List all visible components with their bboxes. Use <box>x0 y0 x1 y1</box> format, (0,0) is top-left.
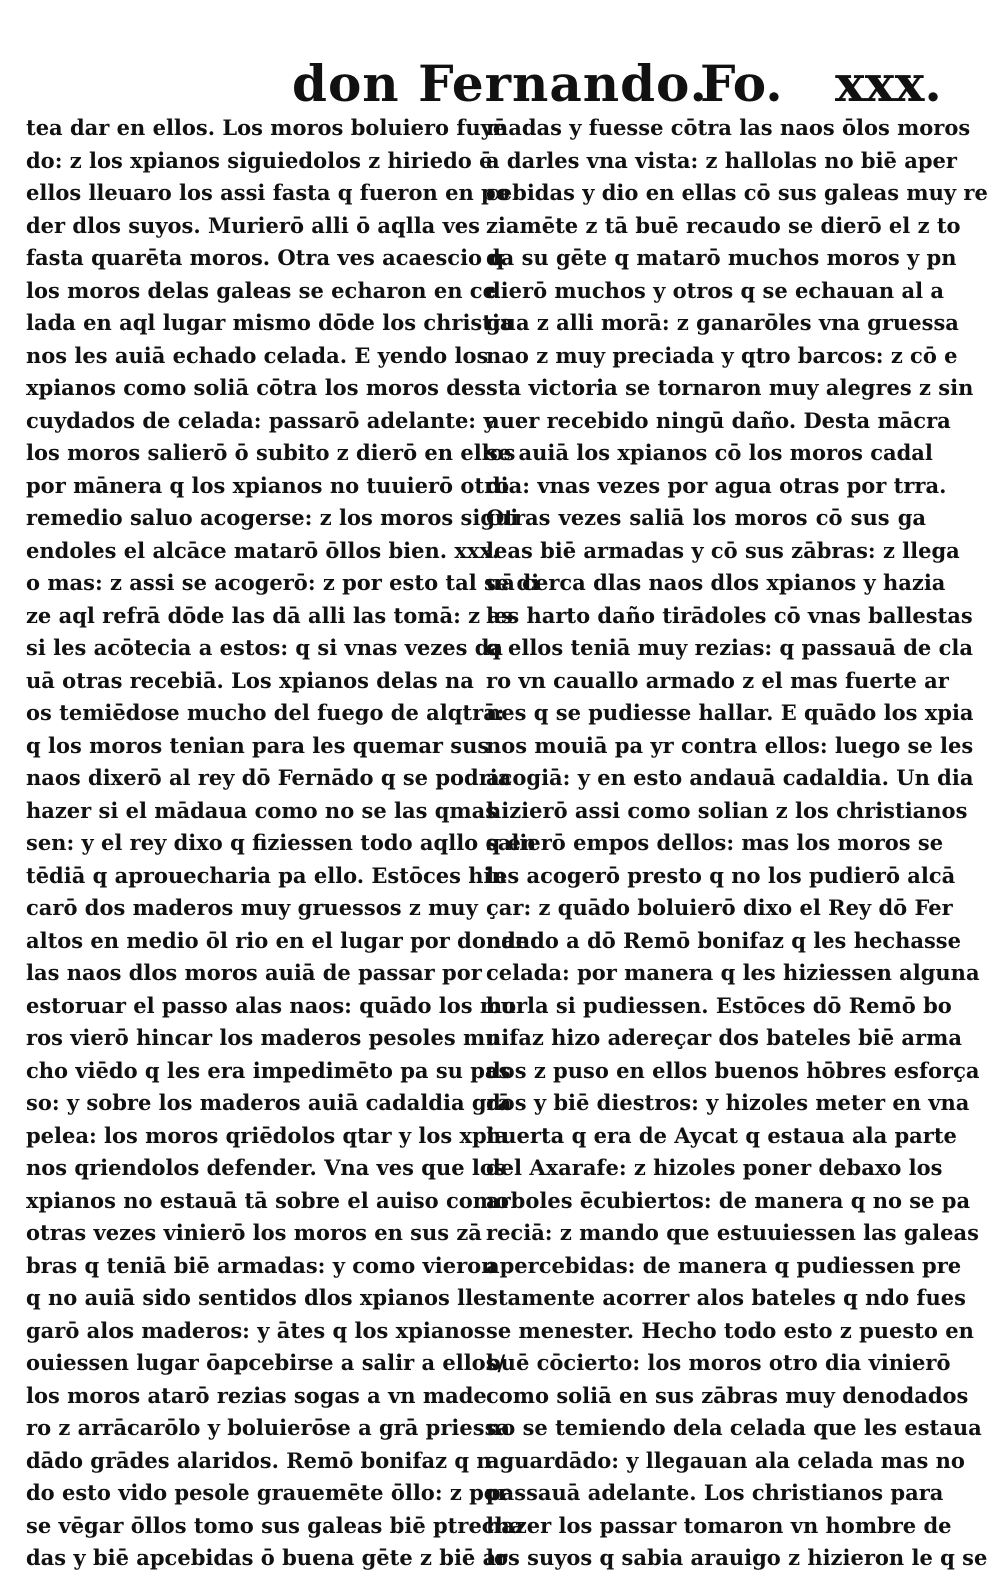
running-title: don Fernando. <box>292 54 708 113</box>
text-line: lada en aql lugar mismo dōde los christia <box>26 310 514 335</box>
text-line: sta victoria se tornaron muy alegres z sin <box>486 375 974 400</box>
text-line: ros vierō hincar los maderos pesoles mu <box>26 1025 501 1050</box>
text-line: naos dixerō al rey dō Fernādo q se podria <box>26 765 512 790</box>
text-line: burla si pudiessen. Estōces dō Remō bo <box>486 992 952 1018</box>
text-line: çar: z quādo boluierō dixo el Rey dō Fer <box>486 895 953 920</box>
text-line: so: y sobre los maderos auiā cadaldia grā <box>26 1090 512 1115</box>
text-line: nando a dō Remō bonifaz q les hechasse <box>486 927 961 953</box>
text-line: tea dar en ellos. Los moros boluiero fuyē <box>26 115 507 140</box>
text-line: apercebidas: de manera q pudiessen pre <box>486 1252 962 1278</box>
text-line: sen: y el rey dixo q fiziessen todo aqllo q en <box>26 830 537 855</box>
text-line: cuydados de celada: passarō adelante: y <box>26 407 496 433</box>
text-line: buē cōcierto: los moros otro dia vinierō <box>486 1350 951 1375</box>
text-line: uā otras recebiā. Los xpianos delas na <box>26 667 474 693</box>
text-line: q los moros tenian para les quemar sus <box>26 732 490 758</box>
text-line: dos y biē diestros: y hizoles meter en vna <box>486 1090 970 1115</box>
text-line: pelea: los moros qriēdolos qtar y los xpia <box>26 1122 509 1148</box>
text-line: q no auiā sido sentidos dlos xpianos lle <box>26 1285 487 1310</box>
text-line: fasta quarēta moros. Otra ves acaescio q <box>26 245 505 270</box>
text-line: del Axarafe: z hizoles poner debaxo los <box>486 1155 943 1180</box>
text-line: madas y fuesse cōtra las naos ōlos moros <box>486 115 971 140</box>
text-line: cho viēdo q les era impedimēto pa su pas <box>26 1057 511 1083</box>
text-line: das y biē apcebidas ō buena gēte z biē ar <box>26 1545 508 1570</box>
text-line: los moros delas galeas se echaron en ce <box>26 277 496 303</box>
text-line: ro vn cauallo armado z el mas fuerte ar <box>486 667 949 693</box>
text-line: carō dos maderos muy gruessos z muy <box>26 895 478 920</box>
text-line: hazer los passar tomaron vn hombre de <box>486 1512 952 1538</box>
text-line: ellos lleuaro los assi fasta q fueron en po <box>26 180 510 205</box>
text-line: ro z arrācarōlo y boluierōse a grā priessa <box>26 1415 510 1440</box>
text-line: les acogerō presto q no los pudierō alcā <box>486 862 956 888</box>
text-line: nos les auiā echado celada. E yendo los <box>26 342 489 368</box>
text-line: acogiā: y en esto andauā cadaldia. Un dia <box>486 765 974 790</box>
text-line: estoruar el passo alas naos: quādo los mo <box>26 992 517 1018</box>
text-line: huerta q era de Aycat q estaua ala parte <box>486 1122 957 1148</box>
text-line: o mas: z assi se acogerō: z por esto tal se di <box>26 570 540 595</box>
text-line: garō alos maderos: y ātes q los xpianos <box>26 1317 486 1343</box>
text-line: las naos dlos moros auiā de passar por <box>26 960 482 985</box>
text-line: hizierō assi como solian z los christianos <box>486 797 968 823</box>
text-line: remedio saluo acogerse: z los moros sigui <box>26 505 519 530</box>
text-line: do esto vido pesole grauemēte ōllo: z por <box>26 1480 509 1505</box>
text-line: nifaz hizo adereçar dos bateles biē arma <box>486 1025 962 1050</box>
text-line: nao z muy preciada y qtro barcos: z cō e <box>486 342 958 368</box>
text-line: da su gēte q matarō muchos moros y pn <box>486 245 957 270</box>
text-line: si les acōtecia a estos: q si vnas vezes da <box>26 635 504 660</box>
folio-number: xxx. <box>835 54 942 113</box>
text-line: xpianos no estauā tā sobre el auiso como <box>26 1187 509 1213</box>
text-line: se menester. Hecho todo esto z puesto en <box>486 1317 974 1343</box>
text-line: endoles el alcāce matarō ōllos bien. xxx. <box>26 537 500 563</box>
text-line: cebidas y dio en ellas cō sus galeas muy re <box>486 180 988 205</box>
text-line: altos en medio ōl rio en el lugar por donde <box>26 927 530 953</box>
text-line: stamente acorrer alos bateles q ndo fues <box>486 1285 966 1310</box>
text-line: do: z los xpianos siguiedolos z hiriedo ē <box>26 147 493 173</box>
text-line: aguardādo: y llegauan ala celada mas no <box>486 1447 965 1473</box>
text-line: los suyos q sabia arauigo z hizieron le q se <box>486 1545 988 1570</box>
text-line: los moros atarō rezias sogas a vn made <box>26 1382 487 1408</box>
text-line: salierō empos dellos: mas los moros se <box>486 830 944 855</box>
text-line: gua z alli morā: z ganarōles vna gruessa <box>486 310 959 335</box>
left-text-column <box>26 112 540 1575</box>
text-line: otras vezes vinierō los moros en sus zā <box>26 1220 482 1245</box>
text-line: arboles ēcubiertos: de manera q no se pa <box>486 1187 971 1213</box>
text-line: reciā: z mando que estuuiessen las galeas <box>486 1220 979 1245</box>
text-line: ouiessen lugar ōapcebirse a salir a ellos/ <box>26 1350 506 1375</box>
folio-label: Fo. <box>700 54 783 113</box>
text-line: ze aql refrā dōde las dā alli las tomā: z as <box>26 602 513 628</box>
text-line: como soliā en sus zābras muy denodados <box>486 1382 969 1408</box>
text-line: dos z puso en ellos buenos hōbres esforça <box>486 1057 980 1083</box>
text-line: se auiā los xpianos cō los moros cadal <box>486 440 933 465</box>
text-line: les harto daño tirādoles cō vnas ballestas <box>486 602 973 628</box>
text-line: nes q se pudiesse hallar. E quādo los xpia <box>486 700 974 725</box>
text-line: dia: vnas vezes por agua otras por trra. <box>486 472 947 498</box>
text-line: celada: por manera q les hiziessen alguna <box>486 960 980 985</box>
text-line: no se temiendo dela celada que les estaua <box>486 1415 982 1440</box>
text-line: a darles vna vista: z hallolas no biē aper <box>486 147 957 173</box>
text-line: se vēgar ōllos tomo sus galeas biē ptrecha <box>26 1512 524 1538</box>
right-text-column <box>486 112 988 1575</box>
text-line: los moros salierō ō subito z dierō en ellos <box>26 440 516 465</box>
text-line: leas biē armadas y cō sus zābras: z llega <box>486 537 960 563</box>
text-line: Otras vezes saliā los moros cō sus ga <box>486 505 926 530</box>
text-line: por mānera q los xpianos no tuuierō otro <box>26 472 510 498</box>
text-line: bras q teniā biē armadas: y como vieron <box>26 1252 497 1278</box>
text-line: xpianos como soliā cōtra los moros des <box>26 375 487 400</box>
text-line: hazer si el mādaua como no se las qmas <box>26 797 498 823</box>
text-line: nos mouiā pa yr contra ellos: luego se les <box>486 732 974 758</box>
text-line: uā cerca dlas naos dlos xpianos y hazia <box>486 570 946 595</box>
text-line: nos qriendolos defender. Vna ves que los <box>26 1155 506 1180</box>
text-line: q ellos teniā muy rezias: q passauā de cla <box>486 635 973 660</box>
text-line: tēdiā q aprouecharia pa ello. Estōces hin <box>26 862 507 888</box>
text-line: ziamēte z tā buē recaudo se dierō el z to <box>486 212 961 238</box>
text-line: der dlos suyos. Murierō alli ō aqlla ves <box>26 212 480 238</box>
text-line: dādo grādes alaridos. Remō bonifaz q n <box>26 1447 492 1473</box>
text-line: passauā adelante. Los christianos para <box>486 1480 944 1505</box>
text-line: os temiēdose mucho del fuego de alqtrā: <box>26 700 505 725</box>
text-line: auer recebido ningū daño. Desta mācra <box>486 407 951 433</box>
text-line: dierō muchos y otros q se echauan al a <box>486 277 944 303</box>
